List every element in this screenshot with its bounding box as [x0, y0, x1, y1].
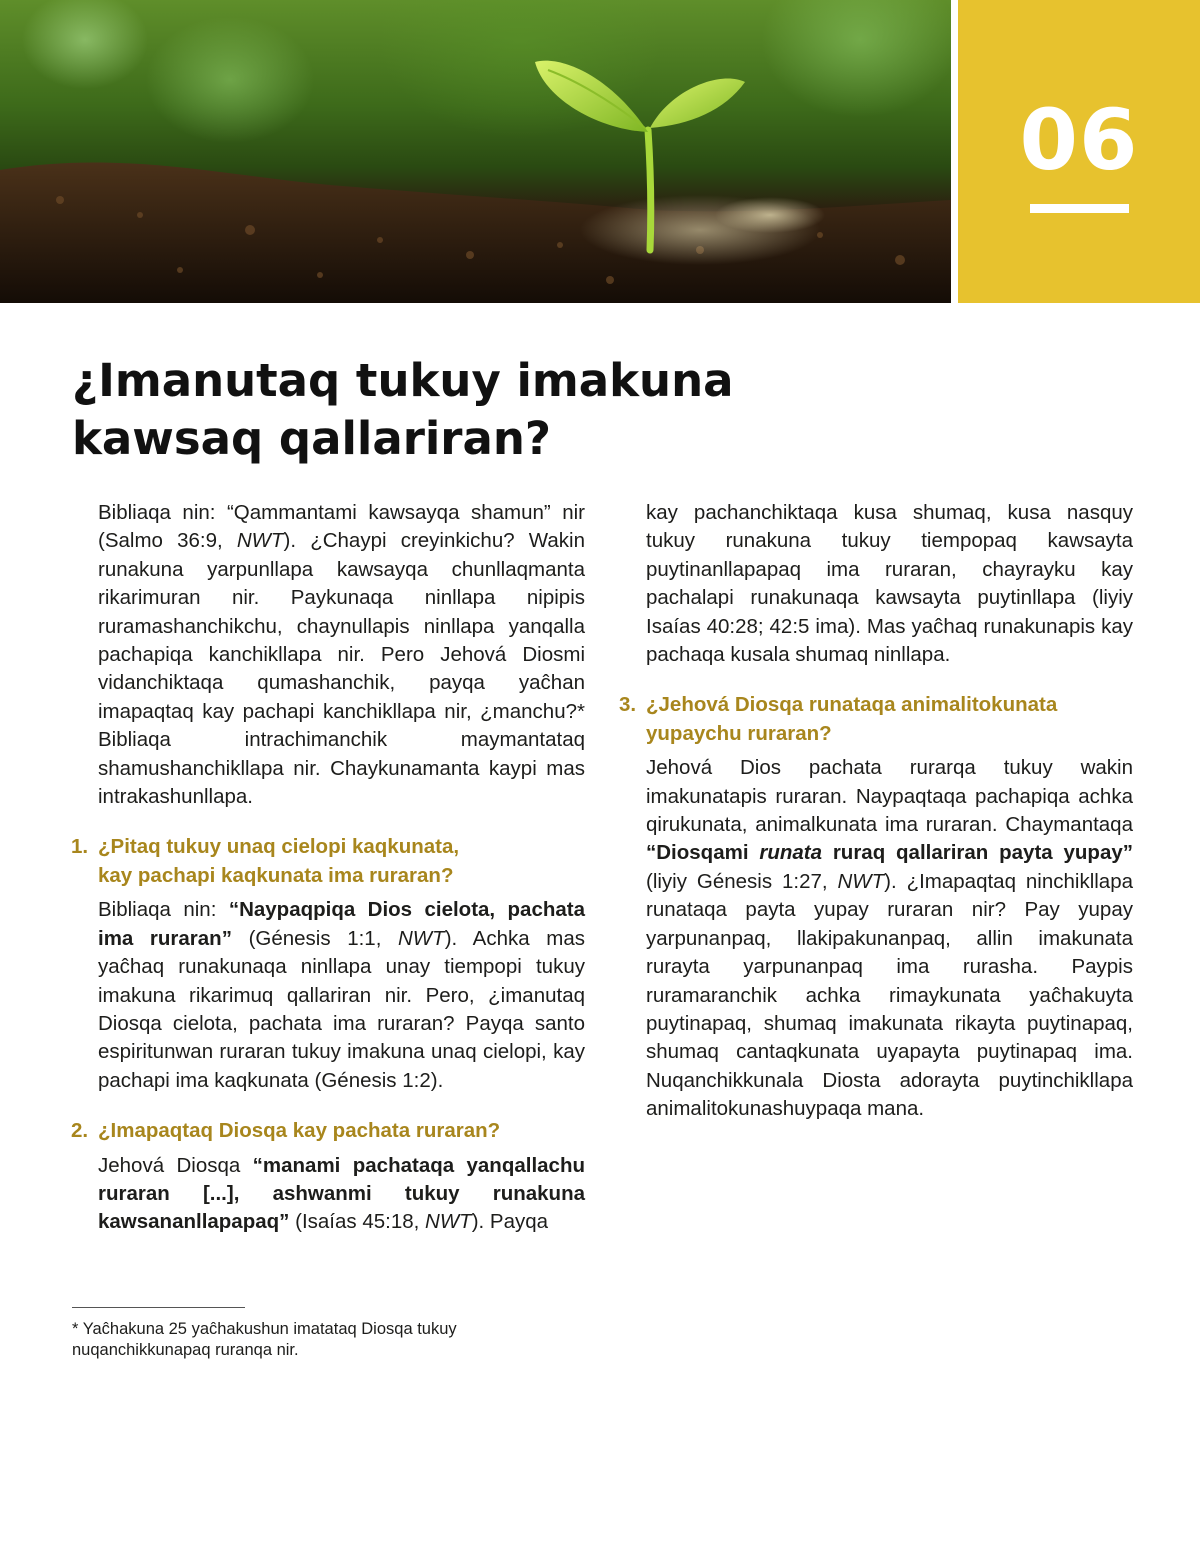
intro-nwt: NWT	[236, 529, 284, 553]
question-3-line-2: yupaychu ruraran?	[646, 721, 832, 745]
question-2	[71, 1117, 585, 1145]
question-3-line-1: ¿Jehová Diosqa runataqa animalitokunata	[646, 693, 1058, 717]
intro-paragraph	[98, 499, 585, 811]
answer-3-text-7: ). ¿Imapaqtaq ninchikllapa runataqa payta yupay ruraran nir? Pay yupay yarpunanpaq, llakipakunanpaq, allin imakunata rurayta yarpunanpaq ima rurasha. Paypis ruramaranchik achka rimaykunata yaĉhakuyta puytinapaq, shumaq imakunata rikayta puytinapaq, shumaq cantaqkunata uyapayta puytinapaq ima. Nuqanchikkunala Diosta adorayta puytinchikllapa animalitokunashuypaqa mana.	[646, 869, 1134, 1121]
answer-1-nwt: NWT	[398, 926, 445, 950]
hero-image	[0, 0, 951, 303]
question-3	[619, 691, 1133, 748]
page-title	[72, 352, 892, 468]
footnote: * Yaĉhakuna 25 yaĉhakushun imatataq Diosqa tukuy nuqanchikkunapaq ruranqa nir.	[72, 1320, 457, 1359]
footnote-divider	[72, 1307, 245, 1308]
question-1-number: 1.	[71, 835, 89, 859]
answer-2-text-3: (Isaías 45:18,	[289, 1210, 426, 1234]
question-1-line-2: kay pachapi kaqkunata ima ruraran?	[98, 863, 454, 887]
intro-text-4: * Bibliaqa intrachimanchik maymantataq shamushanchikllapa nir. Chaykunamanta kaypi mas intrakashunllapa.	[98, 699, 585, 809]
answer-2-text-5: ). Payqa	[471, 1210, 549, 1234]
intro-text-3: ). ¿Chaypi creyinkichu? Wakin runakuna yarpunllapa kawsayqa chunllaqmanta rikarimuran nir. Paykunaqa ninllapa nipipis ruramashanchikchu, chaynullapis ninllapa yanqalla pachapiqa kanchikllapa nir. Pero Jehová Diosmi vidanchiktaqa qumashanchik, payqa yaĉhan imapaqtaq kay pachapi kanchikllapa nir, ¿manchu?	[98, 529, 585, 723]
question-2-number: 2.	[71, 1119, 89, 1143]
answer-2-continued: kay pachanchiktaqa kusa shumaq, kusa nasquy tukuy runakuna tukuy tiempopaq kawsayta puytinanllapapaq ima ruraran, chayrayku kay pachalapi runakunaqa kawsayta puytinllapa (liyiy Isaías 40:28; 42:5 ima). Mas yaĉhaq runakunapis kay pachaqa kusala shumaq ninllapa.	[646, 501, 1133, 667]
seedling-illustration	[0, 0, 951, 303]
chapter-number-underline	[1030, 204, 1129, 213]
answer-3-text-5: (liyiy Génesis 1:27,	[646, 869, 838, 893]
answer-3-nwt: NWT	[837, 869, 885, 893]
title-line-1: ¿Imanutaq tukuy imakuna	[72, 354, 734, 407]
intro-text-1: Bibliaqa nin: “Qammantami kawsayqa shamun” nir (Salmo 36:9,	[98, 501, 585, 553]
chapter-number-panel	[958, 0, 1200, 303]
question-2-line-1: ¿Imapaqtaq Diosqa kay pachata ruraran?	[98, 1119, 501, 1143]
answer-1-text-5: ). Achka mas yaĉhaq runakunaqa ninllapa unay tiempopi tukuy imakuna rikarimuq qallariran nir. Pero, ¿imanutaq Diosqa cielota, pachata ima ruraran? Payqa santo espiritunwan ruraran tukuy imakuna unaq cielopi, kay pachapi ima kaqkunata (Génesis 1:2).	[98, 926, 585, 1092]
title-line-2: kawsaq qallariran?	[72, 412, 552, 465]
answer-1-text-3: (Génesis 1:1,	[231, 926, 398, 950]
answer-3-quote-1: “Diosqami	[646, 841, 760, 865]
answer-3-quote-runata: runata	[759, 841, 822, 865]
answer-2-nwt: NWT	[425, 1210, 472, 1234]
answer-3	[646, 754, 1133, 1123]
answer-3-quote-2: ruraq qallariran payta yupay”	[822, 841, 1133, 865]
left-column	[71, 499, 585, 1237]
answer-2-text-1: Jehová Diosqa	[98, 1153, 253, 1177]
answer-1-quote: “Naypaqpiqa Dios cielota, pachata ima ruraran”	[98, 898, 585, 950]
answer-1	[98, 896, 585, 1095]
answer-2-quote: “manami pachataqa yanqallachu ruraran [...], ashwanmi tukuy runakuna kawsananllapapaq”	[98, 1153, 585, 1234]
question-1-line-1: ¿Pitaq tukuy unaq cielopi kaqkunata,	[98, 835, 460, 859]
answer-3-text-1: Jehová Dios pachata rurarqa tukuy wakin imakunatapis ruraran. Naypaqtaqa pachapiqa achka qirukunata, animalkunata ima ruraran. Chaymantaqa	[646, 756, 1133, 837]
question-3-number: 3.	[619, 693, 637, 717]
answer-1-text-1: Bibliaqa nin:	[98, 898, 229, 922]
right-column	[619, 499, 1134, 1124]
answer-2	[98, 1152, 585, 1237]
chapter-number: 06	[1019, 91, 1139, 189]
question-1	[71, 833, 585, 890]
